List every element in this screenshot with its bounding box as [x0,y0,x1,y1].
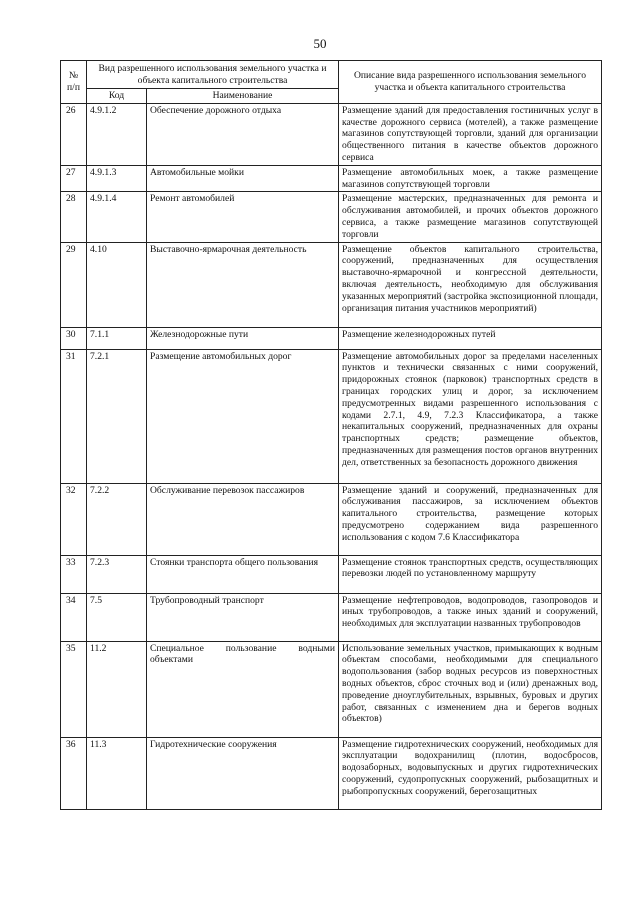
row-name: Железнодорожные пути [147,327,339,349]
row-code: 11.3 [87,737,147,809]
row-description: Использование земельных участков, примыкающих к водным объектам способами, необходимыми для специального водопользования (забор водных ресурсов из поверхностных водных объектов, сброс сточных вод и (или) дренажных вод, проведение дноуглубительных, взрывных, буровых и других работ, связанных с изменением дна и берегов водных объектов) [339,641,602,737]
row-code: 7.2.2 [87,483,147,555]
row-code: 7.2.1 [87,349,147,483]
row-description: Размещение зданий для предоставления гостиничных услуг в качестве дорожного сервиса (мотелей), а также размещение магазинов сопутствующей торговли, зданий для организации общественного питания в качестве объектов дорожного сервиса [339,103,602,165]
row-code: 4.9.1.4 [87,192,147,242]
row-name: Размещение автомобильных дорог [147,349,339,483]
row-code: 11.2 [87,641,147,737]
row-description: Размещение автомобильных моек, а также размещение магазинов сопутствующей торговли [339,165,602,192]
table-row [61,593,602,641]
row-description: Размещение зданий и сооружений, предназначенных для обслуживания пассажиров, за исключением объектов капитального строительства, размещение которых предусмотрено содержанием вида разрешенного использования с кодом 7.6 Классификатора [339,483,602,555]
land-use-table [60,60,602,810]
row-no: 35 [61,641,87,737]
row-name: Специальное пользование водными объектами [147,641,339,737]
header-code: Код [87,89,147,104]
row-no: 33 [61,555,87,593]
row-name: Ремонт автомобилей [147,192,339,242]
row-no: 30 [61,327,87,349]
row-name: Автомобильные мойки [147,165,339,192]
row-name: Гидротехнические сооружения [147,737,339,809]
table-row [61,103,602,165]
row-name: Обеспечение дорожного отдыха [147,103,339,165]
row-no: 29 [61,242,87,327]
row-code: 4.10 [87,242,147,327]
table-row [61,641,602,737]
header-no: № п/п [61,61,87,104]
row-description: Размещение стоянок транспортных средств, осуществляющих перевозки людей по установленному маршруту [339,555,602,593]
row-name: Трубопроводный транспорт [147,593,339,641]
row-no: 28 [61,192,87,242]
table-row [61,483,602,555]
table-row [61,737,602,809]
table-row [61,555,602,593]
page-number: 50 [313,36,327,51]
row-name: Стоянки транспорта общего пользования [147,555,339,593]
row-no: 27 [61,165,87,192]
row-description: Размещение гидротехнических сооружений, необходимых для эксплуатации водохранилищ (плотин, водосбросов, водозаборных, водовыпускных и других гидротехнических сооружений, судопропускных сооружений, рыбозащитных и рыбопропускных сооружений, берегозащитных [339,737,602,809]
row-name: Обслуживание перевозок пассажиров [147,483,339,555]
header-type-group: Вид разрешенного использования земельного участка и объекта капитального строительства [87,61,339,89]
row-description: Размещение объектов капитального строительства, сооружений, предназначенных для осуществления выставочно-ярмарочной и конгрессной деятельности, включая деятельность, необходимую для обслуживания указанных мероприятий (застройка экспозиционной площади, организация питания участников мероприятий) [339,242,602,327]
row-no: 36 [61,737,87,809]
table-row [61,242,602,327]
table-row [61,349,602,483]
row-description: Размещение железнодорожных путей [339,327,602,349]
row-no: 26 [61,103,87,165]
row-code: 7.5 [87,593,147,641]
table-row [61,192,602,242]
row-description: Размещение автомобильных дорог за пределами населенных пунктов и технически связанных с ними сооружений, придорожных стоянок (парковок) транспортных средств в границах городских улиц и дорог, за исключением предусмотренных видами разрешенного использования с кодами 2.7.1, 4.9, 7.2.3 Классификатора, а также некапитальных сооружений, предназначенных для охраны транспортных средств; размещение объектов, предназначенных для размещения постов органов внутренних дел, ответственных за безопасность дорожного движения [339,349,602,483]
row-code: 4.9.1.3 [87,165,147,192]
row-code: 7.1.1 [87,327,147,349]
table-row [61,327,602,349]
row-no: 34 [61,593,87,641]
row-no: 31 [61,349,87,483]
header-name: Наименование [147,89,339,104]
table-row [61,165,602,192]
row-code: 4.9.1.2 [87,103,147,165]
row-code: 7.2.3 [87,555,147,593]
row-no: 32 [61,483,87,555]
row-name: Выставочно-ярмарочная деятельность [147,242,339,327]
row-description: Размещение нефтепроводов, водопроводов, газопроводов и иных трубопроводов, а также иных зданий и сооружений, необходимых для эксплуатации названных трубопроводов [339,593,602,641]
row-description: Размещение мастерских, предназначенных для ремонта и обслуживания автомобилей, и прочих объектов дорожного сервиса, а также размещение магазинов сопутствующей торговли [339,192,602,242]
header-description: Описание вида разрешенного использования земельного участка и объекта капитального строительства [339,61,602,104]
